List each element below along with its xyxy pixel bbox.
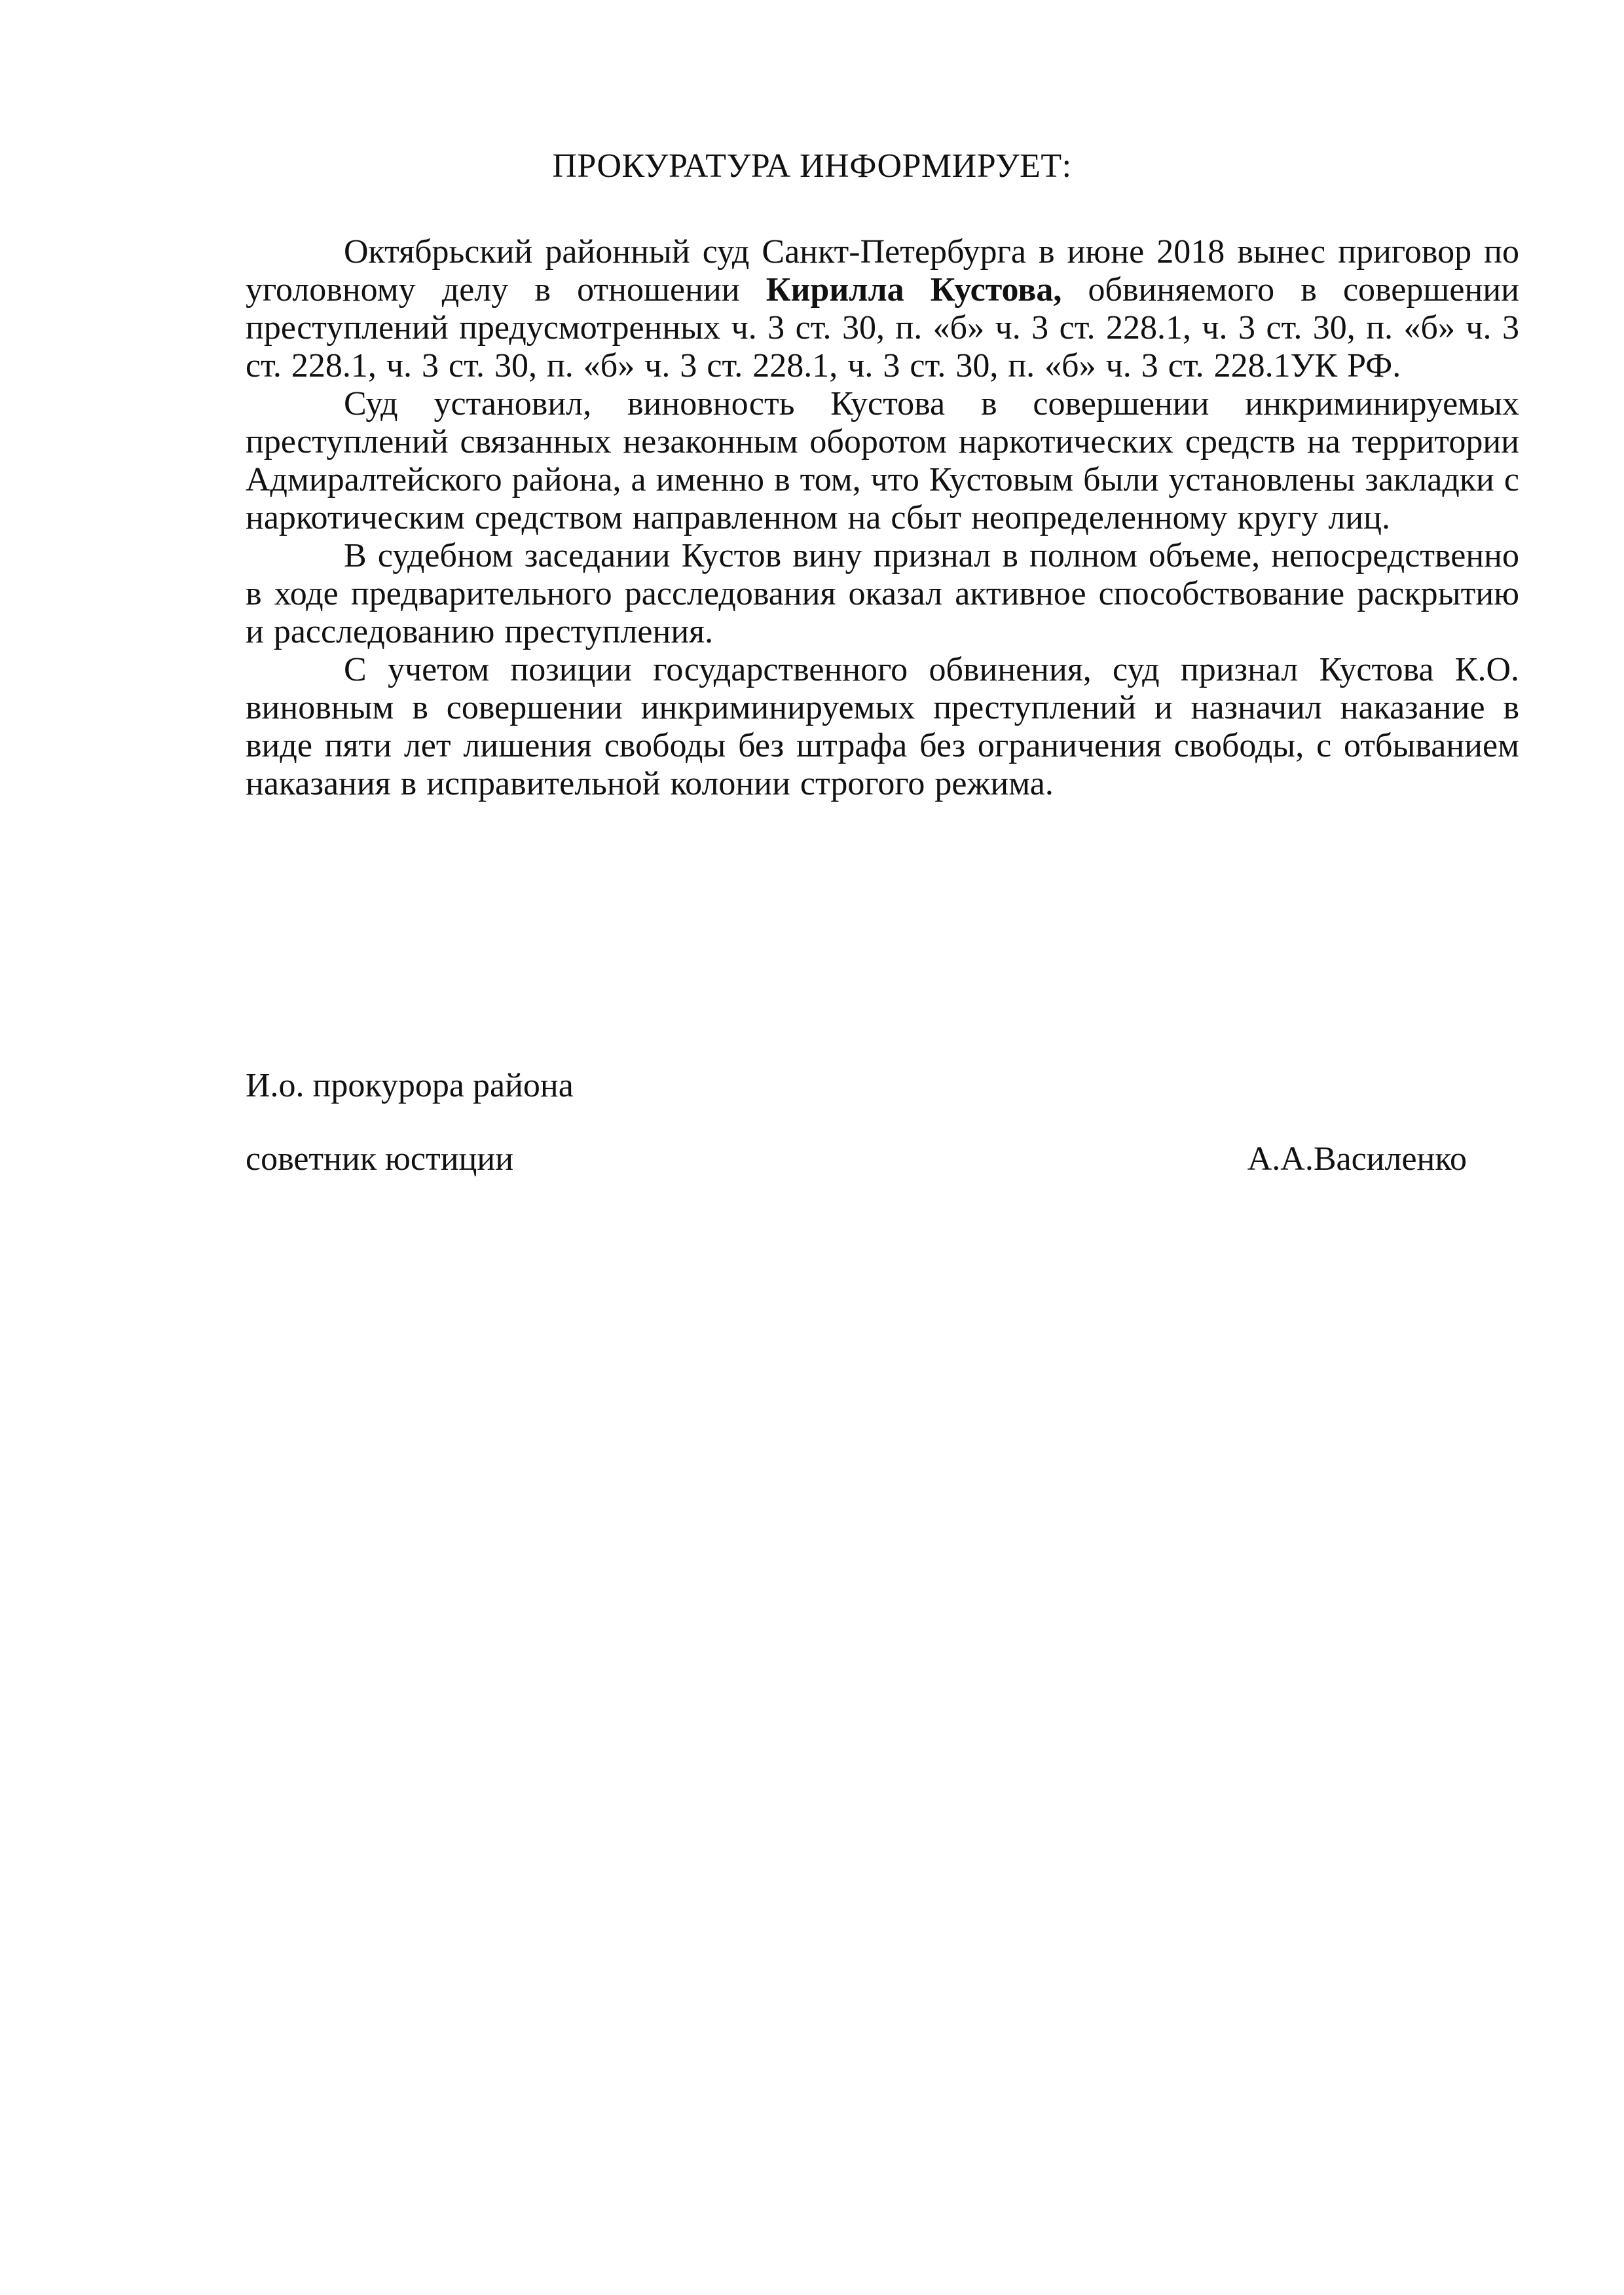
paragraph-court-session: В судебном заседании Кустов вину признал в полном объеме, непосредственно в ходе предварительного расследования оказал активное способствование раскрытию и расследованию преступления. bbox=[246, 537, 1519, 650]
signature-rank: советник юстиции bbox=[246, 1140, 514, 1178]
signature-position: И.о. прокурора района bbox=[246, 1067, 574, 1104]
signature-name: А.А.Василенко bbox=[1247, 1140, 1467, 1178]
paragraph-verdict-after: обвиняемого в совершении преступлений предусмотренных ч. 3 ст. 30, п. «б» ч. 3 ст. 228.1, ч. 3 ст. 30, п. «б» ч. 3 ст. 228.1, ч. 3 ст. 30, п. «б» ч. 3 ст. 228.1, ч. 3 ст. 30, п. «б» ч. 3 ст. 228.1УК РФ. bbox=[246, 271, 1519, 384]
paragraph-verdict-before: Октябрьский районный суд Санкт-Петербурга в июне 2018 вынес приговор по уголовному делу в отношении bbox=[246, 233, 1519, 308]
paragraph-verdict bbox=[246, 233, 1519, 385]
document-body bbox=[246, 233, 1519, 803]
paragraph-court-findings: Суд установил, виновность Кустова в совершении инкриминируемых преступлений связанных незаконным оборотом наркотических средств на территории Адмиралтейского района, а именно в том, что Кустовым были установлены закладки с наркотическим средством направленном на сбыт неопределенному кругу лиц. bbox=[246, 385, 1519, 536]
defendant-name: Кирилла Кустова, bbox=[766, 271, 1062, 308]
document-title: ПРОКУРАТУРА ИНФОРМИРУЕТ: bbox=[552, 147, 1072, 185]
paragraph-sentence: С учетом позиции государственного обвинения, суд признал Кустова К.О. виновным в совершении инкриминируемых преступлений и назначил наказание в виде пяти лет лишения свободы без штрафа без ограничения свободы, с отбыванием наказания в исправительной колонии строгого режима. bbox=[246, 651, 1519, 802]
